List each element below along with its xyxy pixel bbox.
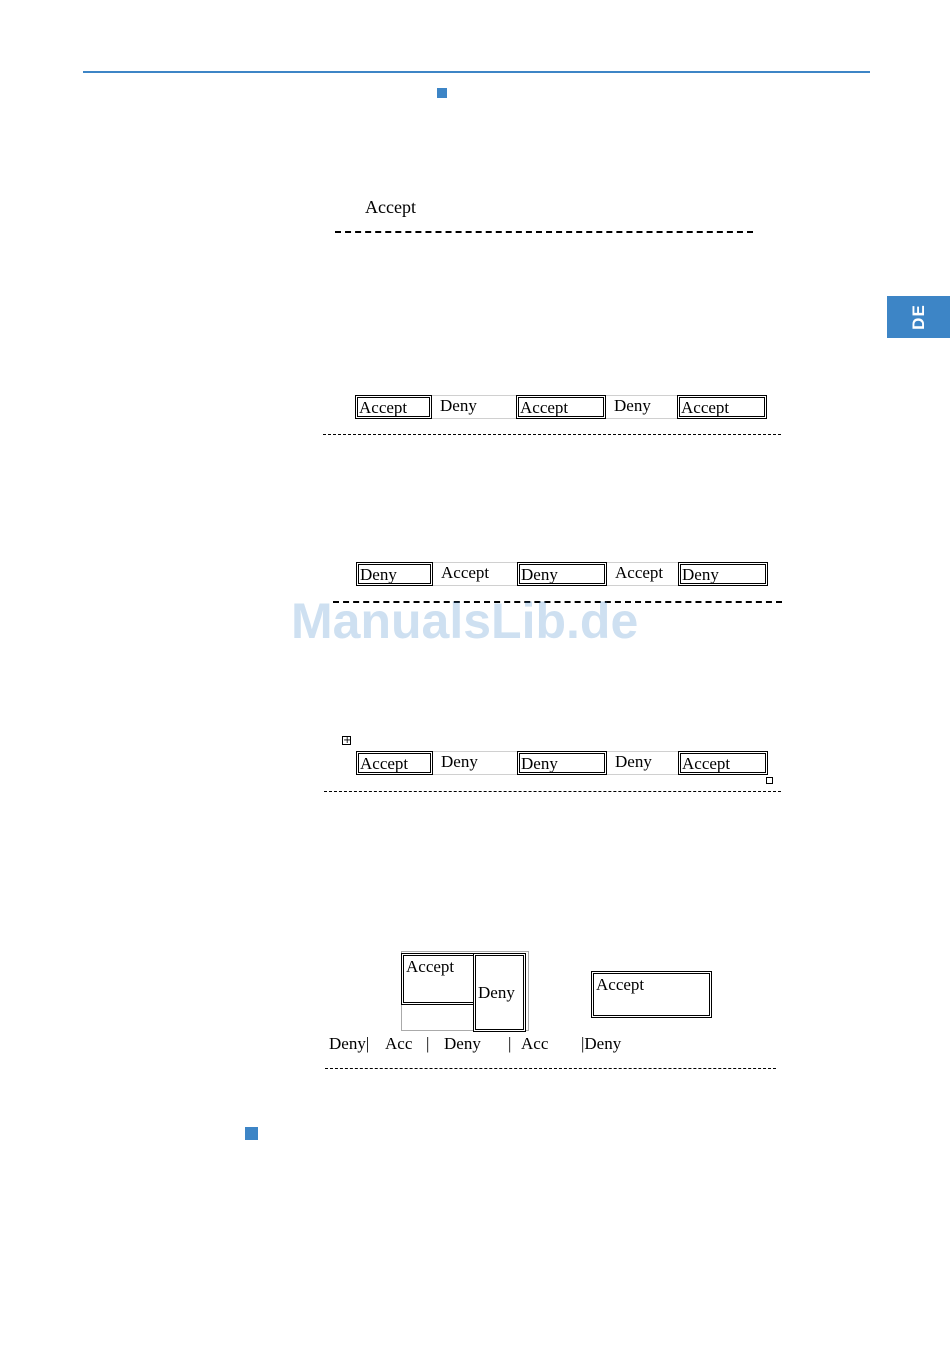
- example4-separator: [324, 791, 781, 792]
- watermark-logo: ManualsLib.de: [291, 593, 639, 649]
- table-cell: Accept: [356, 751, 433, 775]
- table-cell: Accept: [355, 395, 432, 419]
- table-cell: Deny: [433, 751, 517, 775]
- table-cell: Deny: [356, 562, 433, 586]
- table-cell: Deny: [517, 562, 607, 586]
- line-item: Deny|: [329, 1034, 370, 1053]
- line-item: Deny: [444, 1034, 481, 1053]
- table-cell: Deny: [606, 395, 677, 419]
- overlap-accept-box: Accept: [401, 953, 477, 1005]
- language-tab-label: DE: [908, 304, 928, 330]
- example3-table-row: [356, 562, 768, 586]
- right-accept-box: Accept: [591, 971, 712, 1018]
- example2-table-row: [355, 395, 767, 419]
- example1-accept-text: Accept: [365, 197, 416, 217]
- table-cell: Accept: [607, 562, 678, 586]
- example4-table-row: [356, 751, 768, 775]
- table-cell: Accept: [433, 562, 517, 586]
- language-tab[interactable]: [887, 296, 950, 338]
- table-cell: Deny: [432, 395, 516, 419]
- example2-separator: [323, 434, 781, 435]
- example5-separator: [325, 1068, 776, 1069]
- line-item: |Deny: [581, 1034, 622, 1053]
- table-resize-handle-icon[interactable]: [766, 777, 773, 784]
- line-item: Acc: [385, 1034, 413, 1053]
- table-cell: Deny: [607, 751, 678, 775]
- header-rule: [83, 71, 870, 73]
- example1-separator: [335, 231, 753, 233]
- table-cell: Accept: [516, 395, 606, 419]
- overlap-deny-box: Deny: [473, 953, 526, 1032]
- section-bullet-icon: [437, 88, 447, 98]
- table-move-handle-icon[interactable]: +: [343, 735, 352, 746]
- section-bullet-icon: [245, 1127, 258, 1140]
- line-item: |: [426, 1034, 430, 1053]
- table-cell: Accept: [677, 395, 767, 419]
- table-cell: Deny: [517, 751, 607, 775]
- table-cell: Accept: [678, 751, 768, 775]
- line-item: |: [508, 1034, 512, 1053]
- line-item: Acc: [521, 1034, 549, 1053]
- table-cell: Deny: [678, 562, 768, 586]
